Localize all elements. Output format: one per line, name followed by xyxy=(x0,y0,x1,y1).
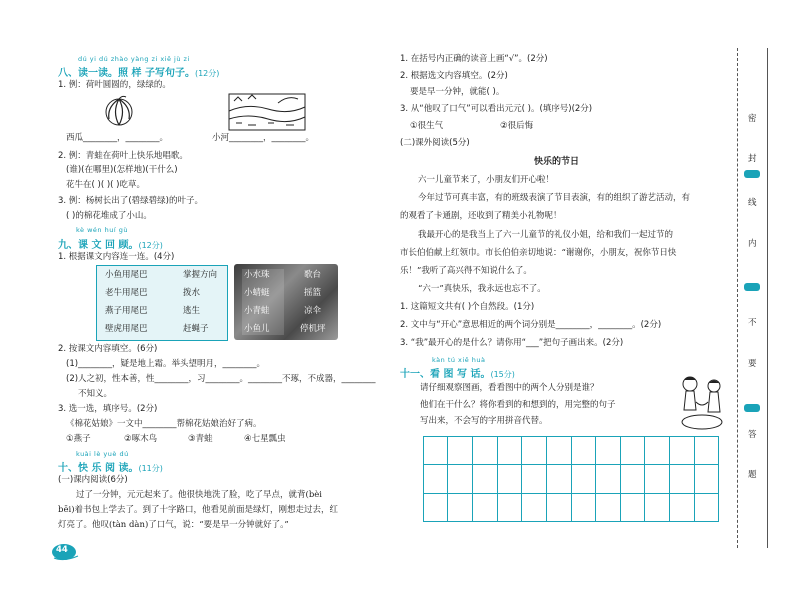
s9-q2a: (1)________，疑是地上霜。举头望明月，________。 xyxy=(66,359,266,369)
s9-q3: 3. 选一选，填序号。(2分) xyxy=(58,404,158,414)
section10-pinyin: kuài lè yuè dú xyxy=(76,450,129,458)
option: ①燕子 xyxy=(66,434,91,444)
s8-q3: 3. 例：杨树长出了(碧绿碧绿)的叶子。 xyxy=(58,196,203,206)
margin-marker xyxy=(744,283,760,291)
s8-q2a: (谁)(在哪里)(怎样地)(干什么) xyxy=(66,165,178,175)
option: ③青蛙 xyxy=(188,434,213,444)
s8-q1b: 小河________，________。 xyxy=(212,133,315,143)
margin-marker xyxy=(744,404,760,412)
s8-q3a: ( )的棉花堆成了小山。 xyxy=(66,211,152,221)
r-rq2: 2. 文中与“开心”意思相近的两个词分别是________，________。(2分) xyxy=(400,320,662,330)
r-rq3: 3. “我”最开心的是什么？请你用“___”把句子画出来。(2分) xyxy=(400,338,624,348)
photo-right-item: 歌台 xyxy=(304,270,322,280)
reading-line: 过了一分钟，元元起来了。他很快地洗了脸，吃了早点，就背(bèi xyxy=(76,490,323,500)
r-q2a: 要是早一分钟，就能( )。 xyxy=(410,87,505,97)
binding-line-left xyxy=(737,48,738,548)
writing-grid-lines xyxy=(423,436,719,522)
right-item: 掌握方向 xyxy=(183,270,218,280)
r-q3b: ②很后悔 xyxy=(500,121,534,131)
r-q3a: ①很生气 xyxy=(410,121,444,131)
section11-pinyin: kàn tú xiě huà xyxy=(432,356,486,364)
story-line: 市长伯伯献上红领巾。市长伯伯亲切地说：“谢谢你，小朋友，祝你节日快 xyxy=(400,248,677,258)
margin-char: 密 xyxy=(748,114,757,124)
left-item: 壁虎用尾巴 xyxy=(105,324,148,334)
left-item: 老牛用尾巴 xyxy=(105,288,148,298)
section9-title: 九、课 文 回 顾。(12分) xyxy=(58,240,163,251)
story-title: 快乐的节日 xyxy=(534,157,580,167)
left-item: 燕子用尾巴 xyxy=(105,306,148,316)
right-item: 逃生 xyxy=(183,306,201,316)
story-line: 我最开心的是我当上了六一儿童节的礼仪小姐，给和我们一起过节的 xyxy=(418,230,674,240)
s11-p1: 请仔细观察图画，看看图中的两个人分别是谁？ xyxy=(420,383,599,393)
margin-char: 内 xyxy=(748,239,757,249)
section9-pinyin: kè wén huí gù xyxy=(76,226,128,234)
s9-q3a: 《棉花姑娘》一文中________帮棉花姑娘治好了病。 xyxy=(66,419,262,429)
section11-title: 十一、看 图 写 话。(15分) xyxy=(400,369,515,380)
s11-p2: 他们在干什么？将你看到的和想到的，用完整的句子 xyxy=(420,400,616,410)
story-line: 乐！”我听了高兴得不知说什么了。 xyxy=(400,266,532,276)
margin-char: 线 xyxy=(748,198,757,208)
river-image xyxy=(228,93,306,131)
photo-left-item: 小鱼儿 xyxy=(244,324,270,334)
s9-q1: 1. 根据课文内容连一连。(4分) xyxy=(58,252,175,262)
writing-grid[interactable] xyxy=(423,436,719,522)
option: ②啄木鸟 xyxy=(124,434,158,444)
s11-p3: 写出来，不会写的字用拼音代替。 xyxy=(420,416,548,426)
s9-q2c: 不知义。 xyxy=(78,389,113,399)
photo-right-item: 摇篮 xyxy=(304,288,322,298)
s8-q1: 1. 例：荷叶圆圆的，绿绿的。 xyxy=(58,80,171,90)
binding-line-right xyxy=(767,48,768,548)
reading-line: 灯亮了。他叹(tàn dàn)了口气，说：“要是早一分钟就好了。” xyxy=(58,520,289,530)
s8-q1a: 西瓜________，________。 xyxy=(66,133,169,143)
margin-char: 封 xyxy=(748,154,757,164)
r-sub2: (二)课外阅读(5分) xyxy=(400,138,470,148)
r-q3: 3. 从“他叹了口气”可以看出元元( )。(填序号)(2分) xyxy=(400,104,593,114)
margin-char: 要 xyxy=(748,359,757,369)
r-q2: 2. 根据选文内容填空。(2分) xyxy=(400,71,508,81)
photo-left-item: 小蜻蜓 xyxy=(244,288,270,298)
right-item: 拨水 xyxy=(183,288,201,298)
children-illustration xyxy=(676,372,728,434)
photo-left-item: 小水珠 xyxy=(244,270,270,280)
section8-title: 八、读一读。照 样 子写句子。(12分) xyxy=(58,68,220,79)
watermelon-image xyxy=(104,95,134,127)
s8-q2b: 花牛在( )( )( )吃草。 xyxy=(66,180,146,190)
s9-q2b: (2)人之初，性本善，性________，习________。________不琢，不成器，________ xyxy=(66,374,376,384)
matching-box xyxy=(96,265,228,341)
margin-char: 不 xyxy=(748,318,757,328)
story-line: 的观看了卡通剧，还收到了精美小礼物呢！ xyxy=(400,211,562,221)
photo-right-item: 凉伞 xyxy=(304,306,322,316)
right-item: 赶蝇子 xyxy=(183,324,209,334)
reading-line: bēi)着书包上学去了。到了十字路口，他看见前面是绿灯，刚想走过去，红 xyxy=(58,505,339,515)
s10-subtitle: (一)课内阅读(6分) xyxy=(58,475,128,485)
lotus-photo-box xyxy=(234,264,338,340)
margin-char: 答 xyxy=(748,430,757,440)
section10-title: 十、快 乐 阅 读。(11分) xyxy=(58,463,163,474)
option: ④七星瓢虫 xyxy=(244,434,286,444)
story-line: 今年过节可真丰富，有的班级表演了节目表演，有的组织了游艺活动，有 xyxy=(418,193,691,203)
s9-q2: 2. 按课文内容填空。(6分) xyxy=(58,344,158,354)
page-number: 44 xyxy=(56,545,68,555)
margin-marker xyxy=(744,170,760,178)
margin-char: 题 xyxy=(748,470,757,480)
story-line: “六一”真快乐，我永远也忘不了。 xyxy=(418,284,546,294)
photo-left-item: 小青蛙 xyxy=(244,306,270,316)
left-item: 小鱼用尾巴 xyxy=(105,270,148,280)
story-line: 六一儿童节来了，小朋友们开心啦！ xyxy=(418,175,555,185)
r-rq1: 1. 这篇短文共有( )个自然段。(1分) xyxy=(400,302,535,312)
photo-right-item: 停机坪 xyxy=(300,324,326,334)
s8-q2: 2. 例：青蛙在荷叶上快乐地唱歌。 xyxy=(58,151,188,161)
section8-pinyin: dú yi dú zhào yàng zi xiě jù zi xyxy=(78,55,190,63)
r-q1: 1. 在括号内正确的读音上画“√”。(2分) xyxy=(400,54,548,64)
